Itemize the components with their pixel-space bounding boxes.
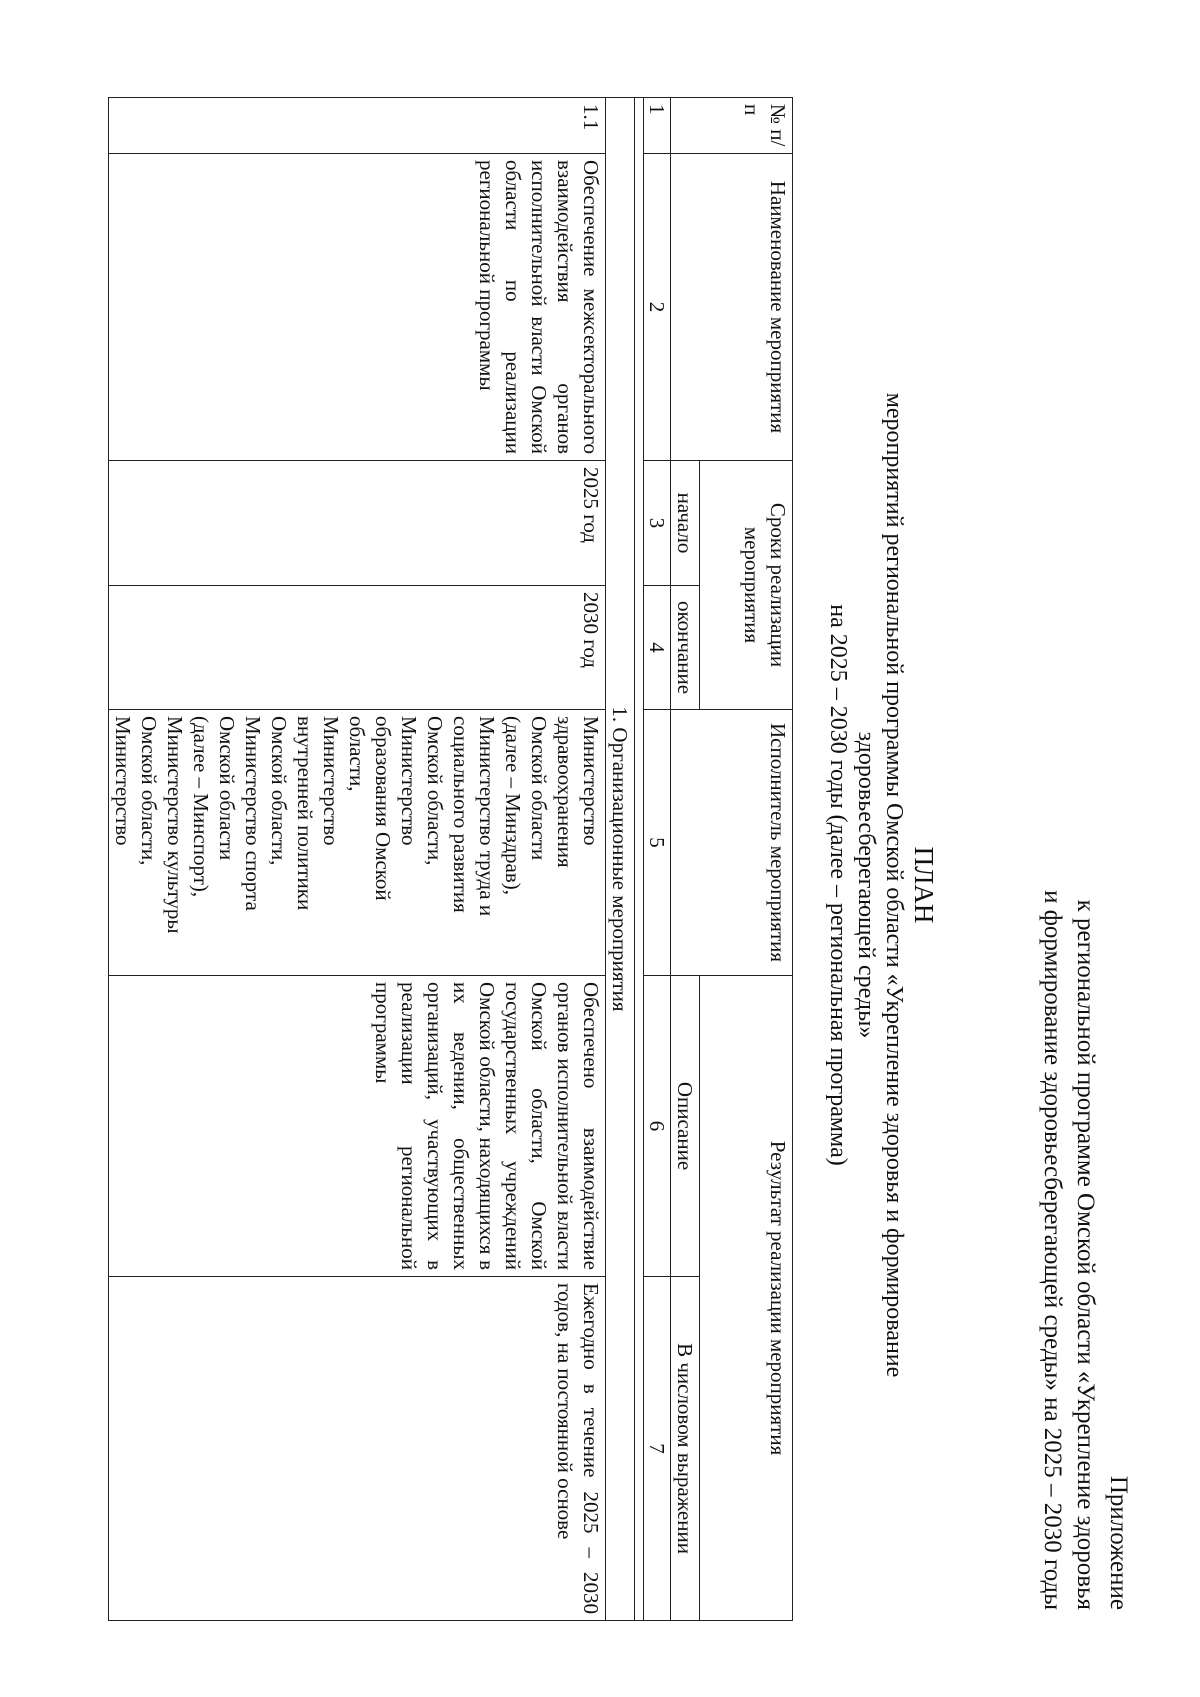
row-name: Обеспечение межсекторального взаимодействия органов исполнительной власти Омской области по реализации региональной программы — [109, 154, 606, 461]
header-end: окончание — [671, 586, 700, 710]
executor-line: Омской области — [215, 716, 239, 861]
plan-heading: ПЛАН — [909, 846, 939, 924]
row-num: 1.1 — [109, 98, 606, 154]
column-number-4: 4 — [644, 586, 671, 710]
executor-line: Министерство — [397, 716, 421, 846]
header-start: начало — [671, 461, 700, 586]
header-description: Описание — [671, 976, 700, 1277]
section-row — [606, 98, 635, 1621]
row-start: 2025 год — [109, 461, 606, 586]
appendix-header — [1036, 0, 1200, 1610]
plan-title-block — [824, 290, 938, 1480]
executor-line: Омской области, — [423, 716, 447, 866]
executor-line: здравоохранения — [553, 716, 577, 868]
row-numeric: Ежегодно в течение 2025 – 2030 годов, на постоянной основе — [109, 1277, 606, 1621]
executor-line: Омской области, — [137, 716, 161, 866]
column-number-7: 7 — [644, 1277, 671, 1621]
executor-line: области, — [345, 716, 369, 792]
spacer-cell — [635, 98, 644, 1621]
executor-line: Министерство труда и — [475, 716, 499, 917]
executor-line: (далее – Минспорт), — [189, 716, 213, 898]
column-number-2: 2 — [644, 154, 671, 461]
row-description: Обеспечено взаимодействие органов исполнительной власти Омской области, Омской государственных учреждений Омской области, находящихся в их ведении, общественных организаций, участвующих в реализации региональной программы — [109, 976, 606, 1277]
executor-line: Министерство культуры — [163, 716, 187, 934]
spacer-row — [635, 98, 644, 1621]
column-number-row — [644, 98, 671, 1621]
appendix-title: Приложение — [1105, 1475, 1132, 1610]
executor-line: Министерство — [111, 716, 135, 846]
executor-line: социального развития — [449, 716, 473, 913]
executor-line: Министерство — [579, 716, 603, 846]
executor-line: Министерство спорта — [241, 716, 265, 911]
appendix-line-3: и формирование здоровьесберегающей среды» на 2025 – 2030 годы — [1039, 890, 1066, 1610]
row-executor — [109, 710, 606, 976]
column-number-3: 3 — [644, 461, 671, 586]
executor-line: Министерство — [319, 716, 343, 846]
executor-line: образования Омской — [371, 716, 395, 901]
executor-line: внутренней политики — [293, 716, 317, 911]
column-number-6: 6 — [644, 976, 671, 1277]
header-terms: Сроки реализации мероприятия — [700, 461, 793, 710]
row-end: 2030 год — [109, 586, 606, 710]
appendix-line-2: к региональной программе Омской области «Укрепление здоровья — [1072, 899, 1099, 1610]
table-row — [109, 98, 606, 1621]
table-header-row-1 — [700, 98, 793, 1621]
plan-subtitle-line-2: на 2025 – 2030 годы (далее – региональная программа) — [825, 604, 851, 1166]
executor-line: (далее – Минздрав), — [501, 716, 525, 896]
plan-table — [108, 97, 793, 1621]
header-result: Результат реализации мероприятия — [700, 976, 793, 1621]
section-title: 1. Организационные мероприятия — [606, 98, 635, 1621]
executor-line: Омской области, — [267, 716, 291, 866]
header-name: Наименование мероприятия — [671, 154, 793, 461]
column-number-1: 1 — [644, 98, 671, 154]
header-executor: Исполнитель мероприятия — [671, 710, 793, 976]
executor-line: Омской области — [527, 716, 551, 861]
plan-subtitle-line-1: мероприятий региональной программы Омской области «Укрепление здоровья и формирование здоровьесберегающей среды» — [853, 392, 907, 1378]
header-numeric: В числовом выражении — [671, 1277, 700, 1621]
column-number-5: 5 — [644, 710, 671, 976]
header-num: № п/п — [671, 98, 793, 154]
